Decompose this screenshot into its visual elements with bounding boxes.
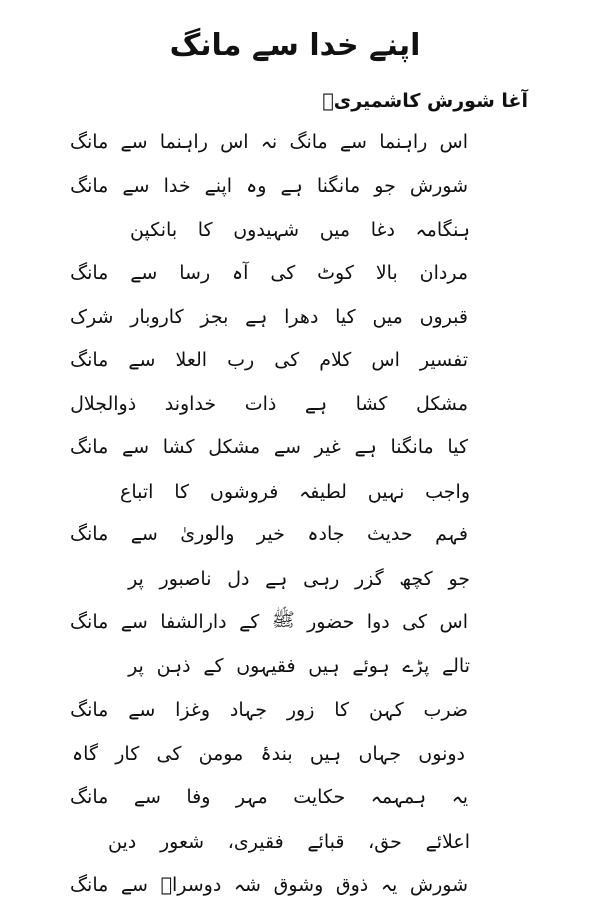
verse-word: کی	[156, 743, 182, 765]
verse-word: ہیں	[308, 655, 340, 677]
verse-word: یہ	[451, 786, 468, 808]
verse-word: سے	[339, 131, 367, 153]
verse-word: ہمہمہ	[370, 786, 427, 808]
verse-word: اس	[371, 349, 400, 371]
verse-word: دونوں	[418, 743, 465, 765]
verse-word: بانکپن	[130, 219, 178, 241]
verse-word: کشا	[355, 393, 388, 415]
verse-word: رہی	[303, 568, 340, 590]
verse-word: سے	[130, 262, 158, 284]
verse-word: پڑے	[402, 655, 430, 677]
verse-word: سے	[133, 786, 161, 808]
verse-word: رب	[227, 349, 255, 371]
verse-word: کی	[270, 262, 296, 284]
verse-word: دھرا	[284, 306, 319, 328]
verse-word: مانگ	[70, 436, 109, 458]
verse-word: خدا	[163, 175, 191, 197]
verse-word: آہ	[232, 262, 249, 284]
verse-word: دوسراؐ	[160, 874, 222, 896]
verse-line	[128, 648, 470, 684]
verse-word: نہیں	[367, 481, 405, 503]
verse-word: فہم	[435, 523, 468, 545]
verse-word: رسا	[179, 262, 211, 284]
verse-word: گزر	[354, 568, 384, 590]
verse-word: ذات	[244, 393, 277, 415]
verse-word: سے	[273, 436, 301, 458]
verse-word: مانگ	[70, 523, 109, 545]
verse-word: مانگ	[70, 175, 109, 197]
verse-word: دارالشفا	[160, 611, 227, 633]
verse-line	[108, 824, 470, 860]
verse-line	[70, 604, 468, 640]
verse-word: حق،	[368, 831, 402, 853]
verse-word: حدیث	[366, 523, 413, 545]
verse-word: سے	[122, 175, 150, 197]
verse-word: پر	[128, 655, 144, 677]
verse-word: کا	[174, 481, 190, 503]
verse-word: اتباع	[120, 481, 154, 503]
verse-word: شہ	[233, 874, 261, 896]
verse-word: مہر	[235, 786, 268, 808]
verse-word: خداوند	[164, 393, 217, 415]
verse-word: شعور	[159, 831, 205, 853]
verse-word: کا	[197, 219, 213, 241]
verse-word: سے	[120, 611, 148, 633]
verse-word: جہاد	[229, 699, 268, 721]
poem-author: آغا شورش کاشمیریؒ	[322, 90, 528, 112]
verse-word: اس	[439, 131, 468, 153]
verse-word: کے	[203, 655, 224, 677]
verse-word: تالے	[442, 655, 470, 677]
verse-word: سے	[120, 131, 148, 153]
verse-word: میں	[372, 306, 403, 328]
verse-word: ذوق	[335, 874, 369, 896]
verse-word: مومن	[198, 743, 244, 765]
verse-word: ہے	[354, 436, 377, 458]
verse-word: پر	[128, 568, 144, 590]
verse-word: وشوق	[273, 874, 324, 896]
verse-line	[70, 692, 468, 728]
verse-word: ہوئے	[352, 655, 390, 677]
verse-word: دغا	[370, 219, 395, 241]
verse-word: غیر	[314, 436, 341, 458]
verse-line	[70, 168, 468, 204]
verse-word: مانگ	[70, 131, 109, 153]
verse-word: مانگنا	[390, 436, 434, 458]
verse-word: اس	[439, 611, 468, 633]
verse-word: مانگ	[70, 349, 109, 371]
verse-word: کاروبار	[130, 306, 184, 328]
verse-word: شرک	[70, 306, 114, 328]
verse-word: جو	[448, 568, 470, 590]
verse-word: کار	[115, 743, 140, 765]
verse-word: شہیدوں	[233, 219, 300, 241]
verse-word: کہن	[368, 699, 404, 721]
verse-line	[130, 212, 470, 248]
verse-word: راہنما	[159, 131, 208, 153]
verse-word: بالا	[375, 262, 398, 284]
verse-word: سے	[128, 699, 156, 721]
verse-word: مانگنا	[316, 175, 361, 197]
verse-word: وہ	[246, 175, 267, 197]
verse-word: ذوالجلال	[70, 393, 137, 415]
verse-word: کی	[274, 349, 300, 371]
verse-word: ہنگامہ	[415, 219, 470, 241]
verse-word: ہے	[245, 306, 268, 328]
verse-word: مانگ	[70, 262, 109, 284]
verse-word: یہ	[380, 874, 398, 896]
verse-line	[128, 561, 470, 597]
verse-word: کوٹ	[317, 262, 354, 284]
verse-word: اعلائے	[425, 831, 470, 853]
verse-word: کلام	[319, 349, 352, 371]
verse-word: جہاں	[358, 743, 402, 765]
verse-word: کشا	[162, 436, 195, 458]
verse-word: فقیری،	[227, 831, 284, 853]
verse-line	[70, 429, 468, 465]
verse-word: کچھ	[399, 568, 433, 590]
verse-word: دل	[227, 568, 250, 590]
verse-line	[70, 867, 468, 903]
verse-word: گاہ	[72, 743, 98, 765]
verse-line	[70, 516, 468, 552]
verse-word: میں	[319, 219, 351, 241]
verse-word: حکایت	[293, 786, 346, 808]
verse-word: اس	[220, 131, 249, 153]
verse-word: راہنما	[379, 131, 428, 153]
verse-word: قبائے	[307, 831, 345, 853]
verse-line	[70, 255, 468, 291]
verse-word: فروشوں	[209, 481, 279, 503]
verse-word: وفا	[186, 786, 211, 808]
verse-word: ہے	[304, 393, 328, 415]
verse-word: مانگ	[70, 699, 109, 721]
verse-word: سے	[121, 436, 150, 458]
verse-word: کا	[334, 699, 350, 721]
verse-word: ناصبور	[159, 568, 212, 590]
verse-word: ﷺ	[271, 609, 295, 631]
verse-word: کی	[402, 611, 428, 633]
verse-word: ہیں	[309, 743, 342, 765]
verse-word: سے	[128, 349, 156, 371]
verse-word: سے	[130, 523, 158, 545]
verse-word: مشکل	[208, 436, 261, 458]
verse-word: ہے	[265, 568, 288, 590]
verse-word: جو	[374, 175, 396, 197]
verse-word: خیر	[256, 523, 285, 545]
verse-word: دین	[108, 831, 137, 853]
verse-word: دوا	[366, 611, 390, 633]
verse-word: شورش	[409, 175, 468, 197]
verse-line	[70, 386, 468, 422]
verse-word: شورش	[409, 874, 468, 896]
verse-word: فقیہوں	[236, 655, 296, 677]
verse-word: مانگ	[289, 131, 328, 153]
verse-line	[70, 299, 468, 335]
verse-word: واجب	[425, 481, 470, 503]
verse-word: بجز	[200, 306, 229, 328]
verse-line	[72, 736, 465, 772]
verse-word: وغزا	[175, 699, 211, 721]
verse-word: زور	[286, 699, 315, 721]
verse-word: مانگ	[70, 611, 109, 633]
verse-word: کیا	[447, 436, 468, 458]
verse-word: مردان	[419, 262, 468, 284]
verse-word: ذہن	[156, 655, 191, 677]
verse-word: والوریٰ	[180, 523, 235, 545]
verse-word: لطیفہ	[299, 481, 347, 503]
verse-word: نہ	[260, 131, 278, 153]
verse-word: کیا	[335, 306, 356, 328]
poem-title: اپنے خدا سے مانگ	[169, 28, 421, 63]
verse-word: ضرب	[423, 699, 468, 721]
verse-word: سے	[120, 874, 148, 896]
verse-word: تفسیر	[419, 349, 468, 371]
verse-line	[70, 779, 468, 815]
verse-word: بندۂ	[260, 743, 293, 765]
verse-word: حضور	[307, 611, 355, 633]
verse-word: مانگ	[70, 874, 109, 896]
verse-line	[70, 124, 468, 160]
verse-line	[120, 474, 470, 510]
verse-word: مشکل	[415, 393, 468, 415]
verse-line	[70, 342, 468, 378]
verse-word: مانگ	[70, 786, 109, 808]
verse-word: کے	[239, 611, 260, 633]
verse-word: العلا	[175, 349, 208, 371]
verse-word: اپنے	[204, 175, 233, 197]
verse-word: قبروں	[419, 306, 468, 328]
verse-word: ہے	[280, 175, 303, 197]
verse-word: جادہ	[307, 523, 345, 545]
